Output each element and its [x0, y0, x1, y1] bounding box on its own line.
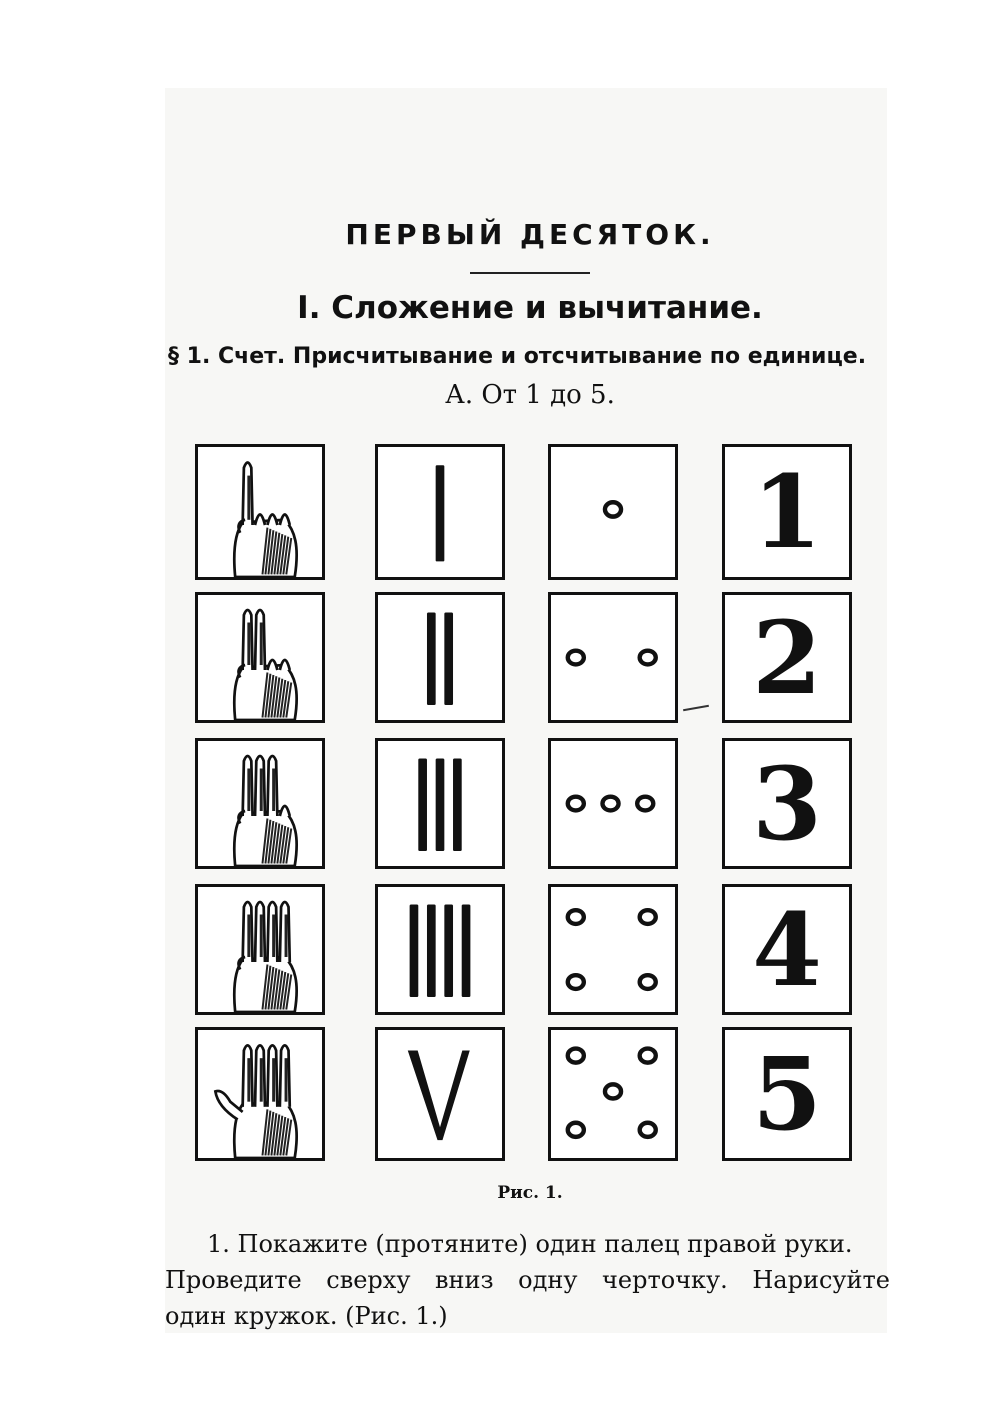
- dots-cell-drawing: [551, 887, 675, 1012]
- numeral-glyph: 1: [752, 453, 822, 571]
- exercise-line-3: один кружок. (Рис. 1.): [165, 1302, 448, 1330]
- tally-strokes: [427, 613, 453, 706]
- numeral-glyph: 3: [752, 744, 822, 863]
- tally-cell-drawing: [378, 447, 502, 577]
- dots-cell-drawing: [551, 447, 675, 577]
- numeral-cell: [722, 884, 852, 1015]
- numeral-glyph: 4: [752, 890, 822, 1009]
- exercise-word: черточку.: [602, 1266, 728, 1294]
- numeral-cell: [722, 592, 852, 723]
- hand-cell: [195, 738, 325, 869]
- figure-caption: Рис. 1.: [497, 1183, 563, 1203]
- tally-cell-drawing: [378, 887, 502, 1012]
- tally-cell: [375, 738, 505, 869]
- tally-cell: [375, 592, 505, 723]
- dots-cell: [548, 1027, 678, 1161]
- tally-strokes: [418, 759, 461, 852]
- tally-cell: [375, 1027, 505, 1161]
- exercise-word: Нарисуйте: [752, 1266, 890, 1294]
- dots-cell: [548, 592, 678, 723]
- dots-cell: [548, 884, 678, 1015]
- subsection-title: А. От 1 до 5.: [445, 380, 615, 410]
- hand-5-icon: [215, 1045, 296, 1158]
- exercise-word: вниз: [435, 1266, 494, 1294]
- numeral-cell: [722, 738, 852, 869]
- dots-cell-drawing: [551, 741, 675, 866]
- dot-pattern: [568, 910, 656, 989]
- tally-strokes: [410, 905, 471, 998]
- hand-1-icon: [234, 463, 296, 577]
- tally-cell-drawing: [378, 1030, 502, 1158]
- dots-cell-drawing: [551, 1030, 675, 1158]
- tally-cell: [375, 444, 505, 580]
- exercise-word: одну: [518, 1266, 578, 1294]
- hand-cell-drawing: [198, 595, 322, 720]
- numeral-cell: [722, 1027, 852, 1161]
- tally-strokes: [436, 465, 445, 561]
- hand-cell-drawing: [198, 887, 322, 1012]
- exercise-line-1: 1. Покажите (протяните) один палец правой руки.: [207, 1230, 853, 1258]
- exercise-text: [165, 1226, 890, 1334]
- paragraph-title: § 1. Счет. Присчитывание и отсчитывание по единице.: [168, 344, 867, 369]
- dot-pattern: [605, 502, 621, 516]
- dot-pattern: [568, 651, 656, 665]
- chapter-title: I. Сложение и вычитание.: [297, 290, 763, 326]
- hand-cell-drawing: [198, 447, 322, 577]
- hand-2-icon: [234, 610, 296, 720]
- numeral-cell: [722, 444, 852, 580]
- dot-pattern: [568, 797, 654, 811]
- dots-cell: [548, 444, 678, 580]
- exercise-word: сверху: [326, 1266, 411, 1294]
- numeral-glyph: 5: [752, 1035, 822, 1153]
- dot-pattern: [568, 1049, 656, 1137]
- dots-cell-drawing: [551, 595, 675, 720]
- tally-cell-drawing: [378, 595, 502, 720]
- hand-cell: [195, 444, 325, 580]
- hand-cell-drawing: [198, 1030, 322, 1158]
- exercise-line-2: [165, 1262, 890, 1298]
- hand-cell: [195, 592, 325, 723]
- hand-4-icon: [234, 902, 296, 1012]
- hand-cell: [195, 1027, 325, 1161]
- hand-3-icon: [234, 756, 296, 866]
- tally-cell-drawing: [378, 741, 502, 866]
- numeral-glyph: 2: [752, 598, 822, 717]
- exercise-word: Проведите: [165, 1266, 302, 1294]
- dots-cell: [548, 738, 678, 869]
- hand-cell: [195, 884, 325, 1015]
- tally-strokes: [408, 1050, 470, 1140]
- section-title: ПЕРВЫЙ ДЕСЯТОК.: [345, 218, 715, 251]
- hand-cell-drawing: [198, 741, 322, 866]
- tally-cell: [375, 884, 505, 1015]
